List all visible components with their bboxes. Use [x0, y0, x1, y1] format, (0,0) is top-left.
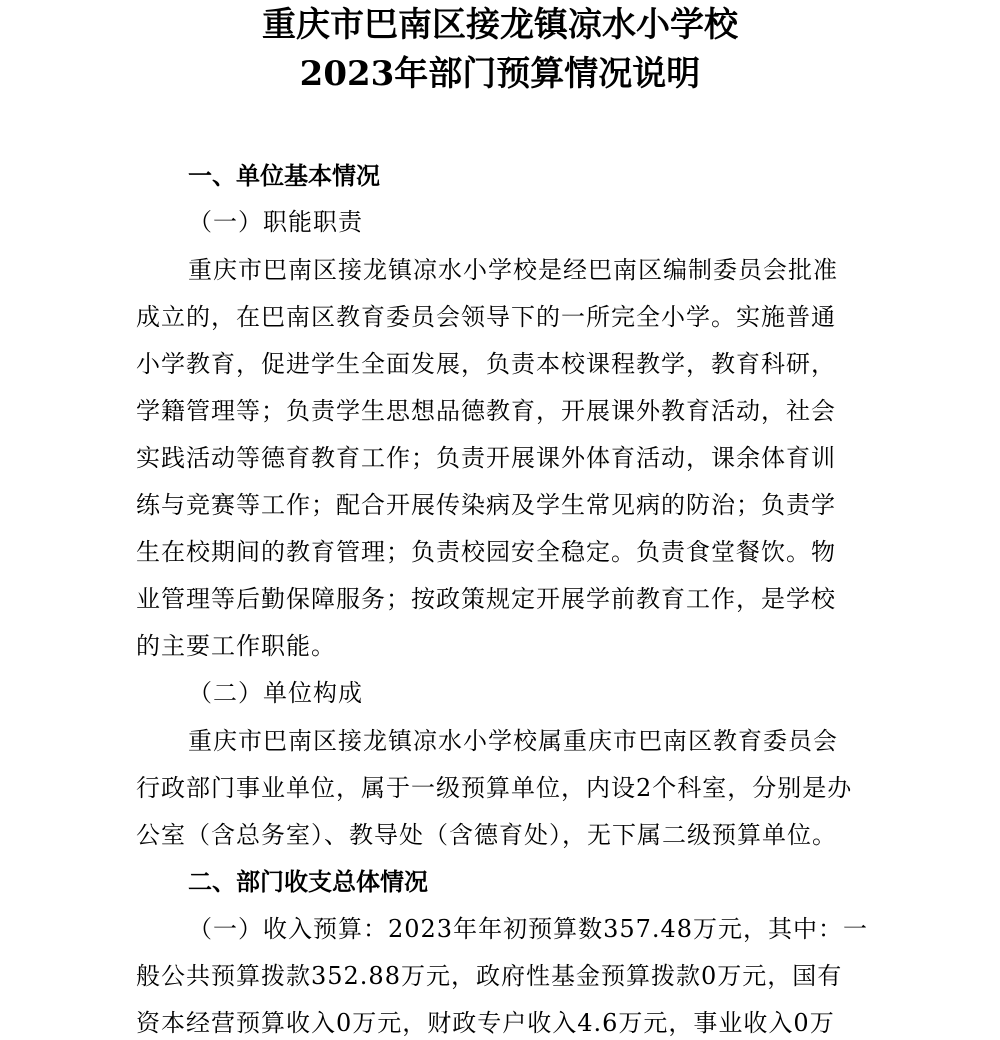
subsection-heading-1: （一）职能职责 — [188, 208, 363, 236]
paragraph-line: 小学教育，促进学生全面发展，负责本校课程教学，教育科研， — [136, 350, 836, 378]
doc-title-line1: 重庆市巴南区接龙镇凉水小学校 — [262, 5, 738, 45]
paragraph-line: 资本经营预算收入0万元，财政专户收入4.6万元，事业收入0万 — [136, 1009, 835, 1037]
paragraph-line: 练与竞赛等工作；配合开展传染病及学生常见病的防治；负责学 — [136, 491, 836, 519]
paragraph-line: 的主要工作职能。 — [136, 632, 336, 660]
paragraph-line: 重庆市巴南区接龙镇凉水小学校是经巴南区编制委员会批准 — [188, 256, 838, 284]
subsection-heading-2: （二）单位构成 — [188, 679, 363, 707]
paragraph-line: 重庆市巴南区接龙镇凉水小学校属重庆市巴南区教育委员会 — [188, 727, 838, 755]
paragraph-line: 学籍管理等；负责学生思想品德教育，开展课外教育活动，社会 — [136, 397, 836, 425]
paragraph-line: （一）收入预算：2023年年初预算数357.48万元，其中：一 — [188, 915, 869, 943]
section-heading-2: 二、部门收支总体情况 — [188, 867, 428, 896]
paragraph-line: 业管理等后勤保障服务；按政策规定开展学前教育工作，是学校 — [136, 585, 836, 613]
paragraph-line: 实践活动等德育教育工作；负责开展课外体育活动，课余体育训 — [136, 444, 836, 472]
paragraph-line: 生在校期间的教育管理；负责校园安全稳定。负责食堂餐饮。物 — [136, 538, 836, 566]
paragraph-line: 般公共预算拨款352.88万元，政府性基金预算拨款0万元，国有 — [136, 962, 843, 990]
paragraph-line: 行政部门事业单位，属于一级预算单位，内设2个科室，分别是办 — [136, 774, 853, 802]
doc-title-line2: 2023年部门预算情况说明 — [299, 54, 701, 94]
paragraph-line: 成立的，在巴南区教育委员会领导下的一所完全小学。实施普通 — [136, 303, 836, 331]
section-heading-1: 一、单位基本情况 — [188, 161, 380, 190]
paragraph-line: 公室（含总务室）、教导处（含德育处），无下属二级预算单位。 — [136, 821, 837, 849]
